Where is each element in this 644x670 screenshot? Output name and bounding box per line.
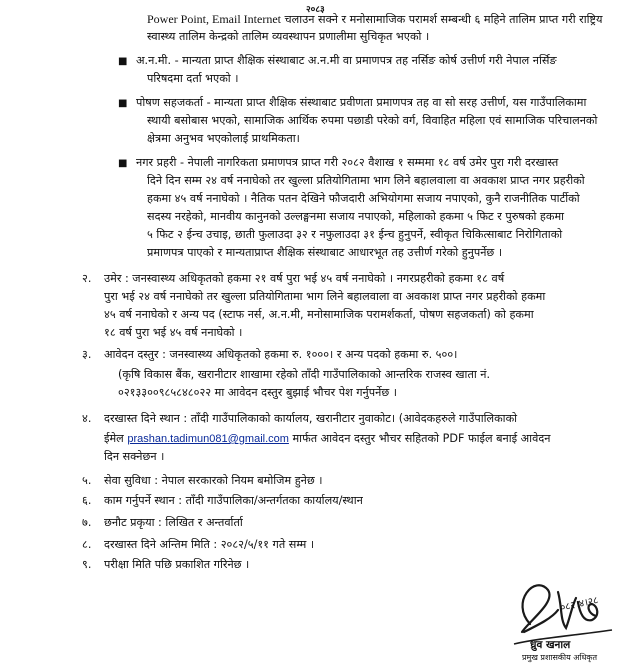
poshan-line-3: क्षेत्रमा अनुभव भएकोलाई प्राथमिकता।: [147, 132, 300, 145]
section-9-text: परीक्षा मिति पछि प्रकाशित गरिनेछ ।: [104, 558, 250, 571]
nagar-line-3: हकमा ४५ वर्ष ननाघेको । नैतिक पतन देखिने फौजदारी अभियोगमा सजाय नपाएको, कुनै राजनीतिक पार्टीको: [147, 192, 580, 205]
section-3-line-3: ०२१३३००९८५८४८०२२ मा आवेदन दस्तुर बुझाई भौचर पेश गर्नुपर्नेछ ।: [118, 386, 397, 399]
signatory-title: प्रमुख प्रशासकीय अधिकृत: [522, 653, 598, 662]
nagar-line-1: नगर प्रहरी - नेपाली नागरिकता प्रमाणपत्र प्राप्त गरी २०८२ वैशाख १ सम्ममा १८ वर्ष उमेर पुरा गरी दरखास्त: [136, 156, 559, 169]
nagar-line-4: सदस्य नरहेको, मानवीय कानुनको उल्लङ्घनमा सजाय नपाएको, महिलाको हकमा ५ फिट र पुरुषको हकमा: [147, 210, 565, 223]
section-7-text: छनौट प्रकृया : लिखित र अन्तर्वार्ता: [104, 516, 243, 529]
section-3-number: ३.: [82, 348, 92, 361]
section-2-line-3: ४५ वर्ष ननाघेको र अन्य पद (स्टाफ नर्स, अ.न.मी, मनोसामाजिक परामर्शकर्ता, पोषण सहजकर्ता) को हकमा: [104, 308, 534, 321]
top-line-2: स्वास्थ्य तालिम केन्द्रको तालिम व्यवस्थापन प्रणालीमा सुचिकृत भएको ।: [147, 30, 430, 43]
section-4-line-1: दरखास्त दिने स्थान : ताँदी गाउँपालिकाको कार्यालय, खरानीटार नुवाकोट। (आवेदकहरुले गाउँपालिकाको: [104, 412, 518, 425]
section-8-number: ८.: [82, 538, 92, 551]
section-2-number: २.: [82, 272, 92, 285]
section-4-line-3: दिन सक्नेछन ।: [104, 450, 165, 463]
bullet-icon: ■: [118, 158, 128, 169]
bullet-icon: ■: [118, 56, 128, 67]
section-3-line-1: आवेदन दस्तुर : जनस्वास्थ्य अधिकृतको हकमा रु. १०००। र अन्य पदको हकमा रु. ५००।: [104, 348, 458, 361]
section-8-text: दरखास्त दिने अन्तिम मिति : २०८२/५/११ गते सम्म ।: [104, 538, 315, 551]
poshan-line-1: पोषण सहजकर्ता - मान्यता प्राप्त शैक्षिक संस्थाबाट प्रवीणता प्रमाणपत्र तह वा सो सरह उत्तीर्ण, यस गाउँपालिकामा: [136, 96, 587, 109]
nagar-line-2: दिने दिन सम्म २४ वर्ष ननाघेको तर खुल्ला प्रतियोगितामा भाग लिने बहालवाला वा अवकाश प्राप्त नगर प्रहरीको: [147, 174, 585, 187]
section-7-number: ७.: [82, 516, 92, 529]
signature-date: ०८२।४।२८: [559, 595, 600, 614]
section-5-text: सेवा सुविधा : नेपाल सरकारको नियम बमोजिम हुनेछ ।: [104, 474, 323, 487]
section-6-number: ६.: [82, 494, 92, 507]
nagar-line-5: ५ फिट २ ईन्च उचाइ, छाती फुलाउदा ३२ र नफुलाउदा ३१ ईन्च हुनुपर्ने, स्वीकृत चिकित्साबाट निरोगिताको: [147, 228, 563, 241]
section-4-number: ४.: [82, 412, 92, 425]
section-2-line-4: १८ वर्ष पुरा भई ४५ वर्ष ननाघेको ।: [104, 326, 243, 339]
poshan-line-2: स्थायी बसोबास भएको, सामाजिक आर्थिक रुपमा पछाडी परेको वर्ग, विवाहित महिला एवं सामाजिक परिचालनको: [147, 114, 598, 127]
anm-line-1: अ.न.मी. - मान्यता प्राप्त शैक्षिक संस्थाबाट अ.न.मी वा प्रमाणपत्र तह नर्सिङ कोर्ष उत्तीर्ण गरी नेपाल नर्सिङ: [136, 54, 557, 67]
section-5-number: ५.: [82, 474, 92, 487]
nagar-line-6: प्रमाणपत्र पाएको र मान्यताप्राप्त शैक्षिक संस्थाबाट आधारभूत तह उत्तीर्ण गरेको हुनुपर्नेछ ।: [147, 246, 503, 259]
top-line-1: Power Point, Email Internet चलाउन सक्ने र मनोसामाजिक परामर्श सम्बन्धी ६ महिने तालिम प्राप्त गरी राष्ट्रिय: [147, 12, 603, 26]
anm-line-2: परिषदमा दर्ता भएको ।: [147, 72, 239, 85]
section-9-number: ९.: [82, 558, 92, 571]
section-2-line-2: पुरा भई २४ वर्ष ननाघेको तर खुल्ला प्रतियोगितामा भाग लिने बहालवाला वा अवकाश प्राप्त नगर प्रहरीको हकमा: [104, 290, 546, 303]
section-2-line-1: उमेर : जनस्वास्थ्य अधिकृतको हकमा २१ वर्ष पुरा भई ४५ वर्ष ननाघेको । नगरप्रहरीको हकमा १८ वर्ष: [104, 272, 505, 285]
section-4-line-2: ईमेल prashan.tadimun081@gmail.com मार्फत आवेदन दस्तुर भौचर सहितको PDF फाईल बनाई आवेदन: [104, 432, 551, 445]
email-link[interactable]: prashan.tadimun081@gmail.com: [127, 433, 289, 445]
page-number: २०८३: [306, 5, 325, 15]
section-6-text: काम गर्नुपर्ने स्थान : ताँदी गाउँपालिका/अन्तर्गतका कार्यालय/स्थान: [104, 494, 363, 507]
signatory-name: ध्रुव खनाल: [530, 639, 571, 651]
bullet-icon: ■: [118, 98, 128, 109]
section-3-line-2: (कृषि विकास बैंक, खरानीटार शाखामा रहेको ताँदी गाउँपालिकाको आन्तरिक राजस्व खाता नं.: [118, 368, 491, 381]
